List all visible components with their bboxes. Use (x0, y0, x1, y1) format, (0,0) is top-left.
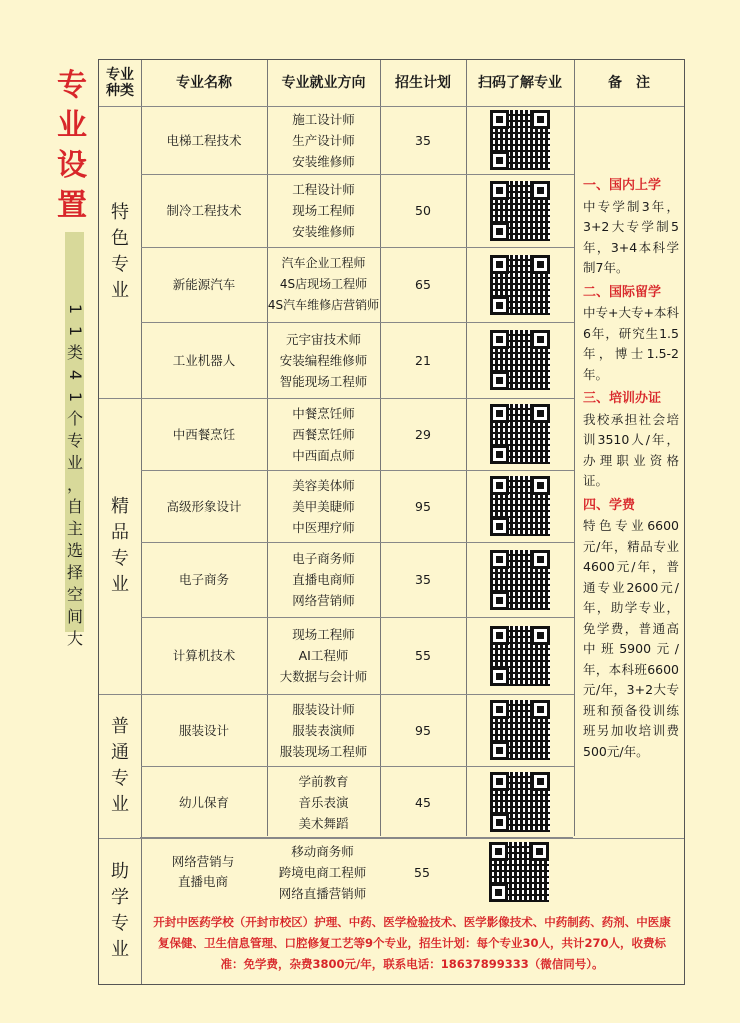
category-divider (99, 838, 684, 839)
enrollment-plan: 55 (415, 648, 431, 663)
major-name: 电子商务 (178, 572, 229, 587)
qr-code-icon[interactable] (490, 330, 550, 390)
aid-program-text: 开封中医药学校（开封市校区）护理、中药、医学检验技术、医学影像技术、中药制药、药剂、中医康复保健、卫生信息管理、口腔修复工艺等9个专业，招生计划：每个专业30人，共计270人，收费标准：免学费，杂费3800元/年，联系电话：18637899333（微信同号）。 (153, 914, 671, 971)
category-featured: 特 色 专 业 (111, 202, 129, 301)
qr-code-icon[interactable] (490, 626, 550, 686)
header-plan: 招生计划 (395, 75, 451, 91)
major-directions: 移动商务师 跨境电商工程师 网络直播营销师 (278, 843, 367, 901)
note-training-title: 三、培训办证 (583, 391, 662, 406)
enrollment-plan: 21 (415, 352, 431, 368)
major-name: 新能源汽车 (172, 277, 236, 292)
qr-code-icon[interactable] (490, 772, 550, 832)
header-scan: 扫码了解专业 (478, 75, 562, 91)
major-directions: 施工设计师 生产设计师 安装维修师 (292, 111, 355, 169)
major-directions: 电子商务师 直播电商师 网络营销师 (292, 551, 355, 608)
enrollment-plan: 95 (415, 722, 431, 738)
category-general: 普 通 专 业 (111, 716, 129, 815)
remarks (583, 176, 679, 762)
qr-cell (466, 470, 574, 542)
qr-cell (466, 617, 574, 694)
qr-code-icon[interactable] (490, 255, 550, 315)
major-directions: 美容美体师 美甲美睫师 中医理疗师 (292, 477, 355, 535)
major-directions: 现场工程师 AI工程师 大数据与会计师 (279, 627, 368, 684)
qr-cell (466, 322, 574, 398)
enrollment-plan: 45 (415, 794, 431, 810)
major-name: 中西餐烹饪 (172, 426, 236, 442)
enrollment-plan: 95 (415, 498, 431, 514)
header-remark: 备 注 (608, 75, 650, 91)
qr-code-icon[interactable] (490, 476, 550, 536)
major-directions: 元宇宙技术师 安装编程维修师 智能现场工程师 (279, 331, 368, 389)
major-name: 网络营销与 直播电商 (171, 854, 235, 889)
enrollment-plan: 35 (415, 572, 431, 587)
enrollment-plan: 50 (415, 203, 431, 218)
enrollment-plan: 65 (415, 277, 431, 292)
col-divider (574, 60, 575, 836)
side-title: 专 业 设 置 (57, 68, 87, 223)
major-directions: 汽车企业工程师 4S店现场工程师 4S汽车维修店营销师 (267, 256, 380, 312)
enrollment-plan: 29 (415, 426, 431, 442)
note-abroad-body: 中专+大专+本科6年，研究生1.5年，博士1.5-2年。 (583, 305, 679, 382)
note-domestic-body: 中专学制3年，3+2大专学制5年，3+4本科学制7年。 (583, 198, 679, 275)
qr-code-icon[interactable] (490, 404, 550, 464)
major-directions: 服装设计师 服装表演师 服装现场工程师 (279, 701, 368, 759)
major-name: 电梯工程技术 (166, 132, 242, 148)
qr-cell (466, 174, 574, 247)
qr-cell (466, 766, 574, 838)
note-domestic-title: 一、国内上学 (583, 178, 662, 193)
major-name: 制冷工程技术 (166, 203, 242, 218)
major-directions: 学前教育 音乐表演 美术舞蹈 (298, 773, 349, 831)
enrollment-plan: 35 (415, 132, 431, 148)
major-directions: 中餐烹饪师 西餐烹饪师 中西面点师 (292, 405, 355, 463)
qr-cell (466, 398, 574, 470)
header-category: 专业 种类 (106, 67, 134, 99)
note-tuition-body: 特色专业6600元/年，精品专业4600元/年，普通专业2600元/年，助学专业，免学费，普通高中班5900元/年，本科班6600元/年，3+2大专班和预备役训练班另加收培训费500元/年。 (583, 518, 679, 759)
category-premium: 精 品 专 业 (111, 496, 129, 595)
qr-code-icon[interactable] (490, 700, 550, 760)
major-name: 计算机技术 (172, 648, 236, 663)
enrollment-plan: 55 (414, 864, 430, 880)
header-major: 专业名称 (176, 75, 232, 91)
qr-cell (466, 106, 574, 174)
side-band-text: 1 1 类 4 1 个 专 业 ， 自 主 选 择 空 间 大 (66, 303, 85, 648)
qr-cell (466, 542, 574, 617)
note-training-body: 我校承担社会培训3510人/年，办理职业资格证。 (583, 411, 679, 488)
qr-cell (466, 694, 574, 766)
qr-code-icon[interactable] (490, 181, 550, 241)
major-name: 工业机器人 (172, 352, 236, 368)
qr-cell (466, 247, 574, 322)
qr-code-icon[interactable] (490, 550, 550, 610)
header-direction: 专业就业方向 (281, 75, 366, 91)
row-divider (140, 837, 573, 838)
major-name: 高级形象设计 (166, 498, 242, 514)
note-abroad-title: 二、国际留学 (583, 284, 662, 300)
major-name: 幼儿保育 (178, 794, 229, 810)
major-name: 服装设计 (178, 722, 229, 738)
note-tuition-title: 四、学费 (583, 497, 636, 513)
category-aid: 助 学 专 业 (111, 861, 129, 960)
qr-code-icon[interactable] (490, 110, 550, 170)
major-directions: 工程设计师 现场工程师 安装维修师 (292, 182, 355, 239)
